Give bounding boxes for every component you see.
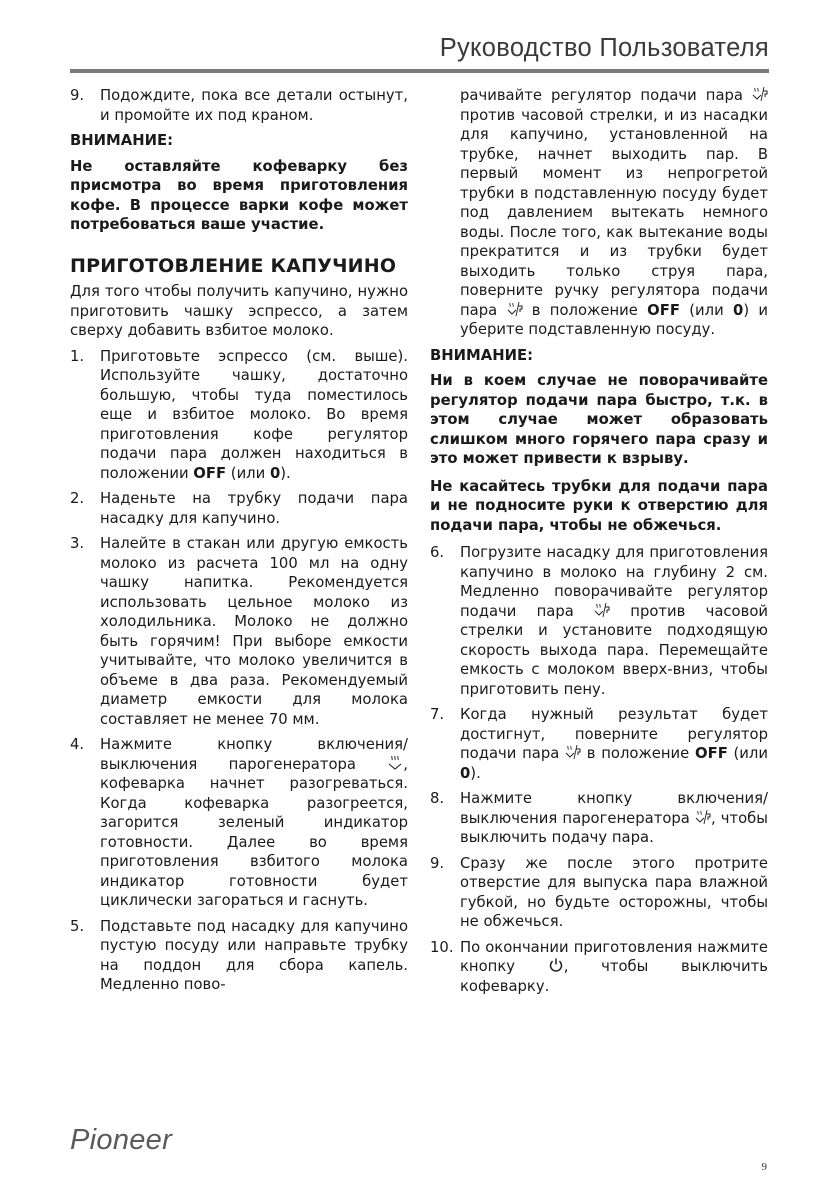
list-text: Подставьте под насадку для капучино пустую посуду или направьте трубку на поддон для сбора капель. Медленно пово- [100,917,408,993]
section-title: ПРИГОТОВЛЕНИЕ КАПУЧИНО [70,254,397,277]
list-text: Сразу же после этого протрите отверстие для выпуска пара влажной губкой, но будьте осторожны, чтобы не обжечься. [460,854,768,930]
list-item-6 [430,543,768,699]
list-item-3 [70,534,408,729]
list-number: 9. [430,854,445,872]
list-item-8 [430,789,768,848]
power-icon [548,957,564,973]
brand-logo: Pioneer [70,1124,173,1156]
list-text: По окончании приготовления нажмите кнопку , чтобы выключить кофеварку. [460,938,768,995]
left-column [70,86,408,1001]
list-text: Подождите, пока все детали остынут, и промойте их под краном. [100,87,408,124]
warning-heading: ВНИМАНИЕ: [70,132,174,149]
list-number: 6. [430,544,445,561]
list-item-1 [70,347,408,484]
off-label: OFF [647,301,680,319]
list-text: Наденьте на трубку подачи пара насадку для капучино. [100,490,408,527]
steam-tap-icon [594,602,610,618]
list-text: Нажмите кнопку включения/выключения парогенератора , чтобы выключить подачу пара. [460,790,768,846]
list-text: Погрузите насадку для приготовления капучино в молоко на глубину 2 см. Медленно поворачивайте регулятор подачи пара против часовой стрелки и установите подходящую скорость выхода пара. Перемещайте емкость с молоком вверх-вниз, чтобы приготовить пену. [460,544,768,698]
off-label: OFF [193,464,227,482]
list-text: Налейте в стакан или другую емкость молоко из расчета 100 мл на одну чашку напитка. Рекомендуется использовать цельное молоко из холодильника. Молоко не должно быть горячим! При выборе емкости учитывайте, что молоко увеличится в объеме в два раза. Рекомендуемый диаметр емкости для молока составляет не менее 70 мм. [100,535,408,728]
warning-text: Ни в коем случае не поворачивайте регулятор подачи пара быстро, т.к. в этом случае может образовать слишком много горячего пара сразу и это может привести к взрыву. [430,372,768,467]
warning-text: Не оставляйте кофеварку без присмотра во время приготовления кофе. В процессе варки кофе может потребоваться ваше участие. [70,157,408,233]
list-text: рачивайте регулятор подачи пара против часовой стрелки, и из насадки для капучино, установленной на трубке, начнет выходить пар. В первый момент из непрогретой трубки в подставленную посуду будет под давлением вытекать немного воды. После того, как вытекание воды прекратится и из трубки будет выходить только струя пара, поверните ручку регулятора подачи пара в положение OFF (или 0) и уберите подставленную посуду. [460,87,769,338]
zero-label: 0 [460,764,471,782]
list-number: 3. [70,535,85,552]
header-divider [70,69,769,73]
warning-heading: ВНИМАНИЕ: [430,346,534,364]
list-item-5 [70,917,408,995]
steam-tap-icon [695,809,711,825]
list-text: Нажмите кнопку включения/выключения парогенератора , кофеварка начнет разогреваться. Когда кофеварка разогреется, загорится зеленый индикатор готовности. Далее во время приготовления взбитого молока индикатор готовности будет циклически загораться и гаснуть. [100,736,408,909]
page-number: 9 [761,1161,767,1173]
list-number: 9. [70,87,85,104]
list-number: 8. [430,790,445,807]
list-item-2 [70,489,408,528]
warning-text: Не касайтесь трубки для подачи пара и не подносите руки к отверстию для подачи пара, чтобы не обжечься. [430,477,768,534]
list-number: 10. [430,938,454,956]
steam-tap-icon [507,301,523,317]
list-number: 5. [70,917,85,935]
list-item-5-continued [430,86,768,340]
list-item-9 [70,86,408,125]
section-intro: Для того чтобы получить капучино, нужно приготовить чашку эспрессо, а затем сверху добавить взбитое молоко. [70,283,408,339]
list-item-10 [430,938,768,997]
list-text: Приготовьте эспрессо (см. выше). Используйте чашку, достаточно большую, чтобы туда поместилось еще и взбитое молоко. Во время приготовления кофе регулятор подачи пара должен находиться в положении OFF (или 0). [100,347,408,482]
list-text: Когда нужный результат будет достигнут, поверните регулятор подачи пара в положение OFF (или 0). [460,706,769,782]
list-number: 1. [70,347,85,365]
steam-tap-icon [565,744,581,760]
right-column [430,86,768,1002]
list-number: 2. [70,490,85,507]
list-item-4 [70,735,408,911]
zero-label: 0 [733,301,744,319]
list-number: 4. [70,736,85,753]
list-item-9 [430,854,768,932]
list-number: 7. [430,706,445,723]
zero-label: 0 [269,464,281,482]
list-item-7 [430,705,768,783]
steam-tap-icon [752,86,768,102]
steam-icon [387,755,403,771]
page-header-title: Руководство Пользователя [439,34,769,62]
off-label: OFF [695,745,728,762]
